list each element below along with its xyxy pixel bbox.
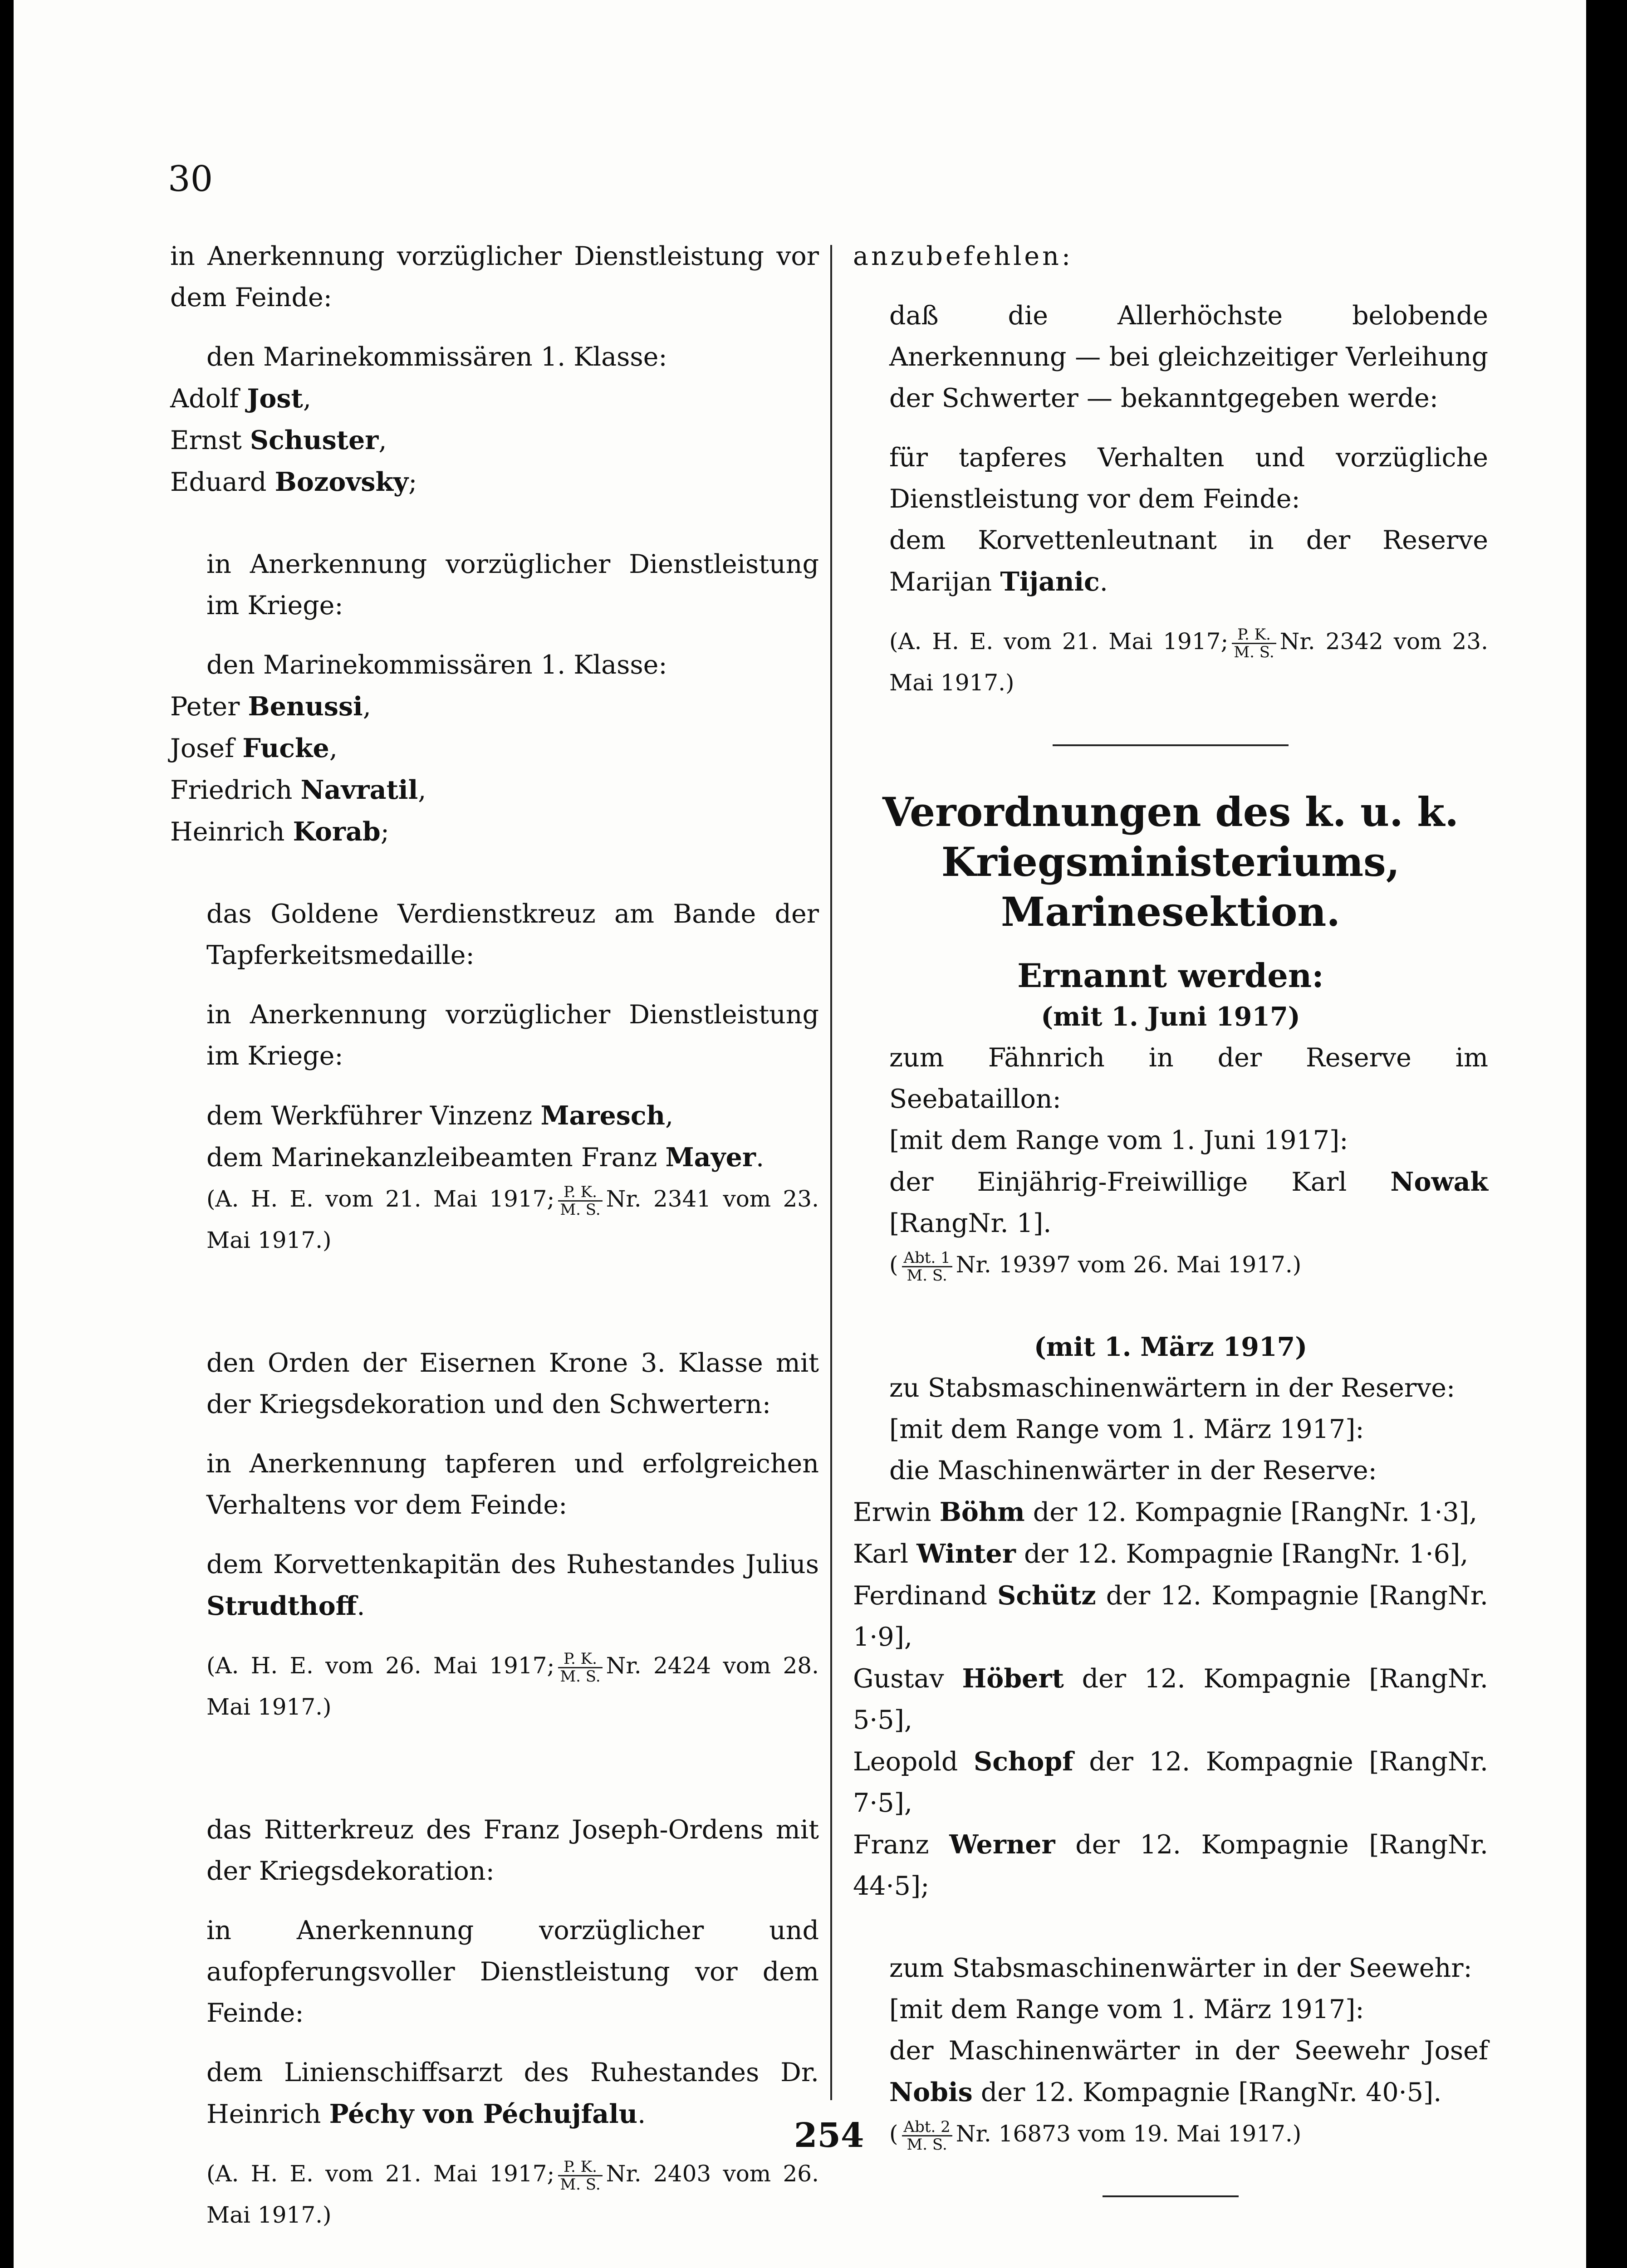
reference-line: (A. H. E. vom 21. Mai 1917; $\frac{P. K.}{M. S.}$ Nr. 2342 vom 23. Mai 1917.)	[889, 625, 1488, 696]
name-line: Ernst Schuster,	[170, 425, 387, 455]
reference-line: ( $\frac{\text{Abt. 1}}{M. S.}$ Nr. 19397 vom 26. Mai 1917.)	[889, 1248, 1302, 1285]
paragraph: in Anerkennung tapferen und erfolgreichen Verhaltens vor dem Feinde:	[206, 1449, 819, 1520]
section-rule	[1103, 2195, 1239, 2197]
paragraph: den Marinekommissären 1. Klasse:	[206, 650, 667, 680]
page-number-top: 30	[168, 159, 213, 200]
list-item: Ferdinand Schütz der 12. Kompagnie [RangNr. 1·9],	[853, 1580, 1488, 1652]
column-divider	[830, 245, 832, 2100]
reference-line: (A. H. E. vom 21. Mai 1917; $\frac{P. K.}{M. S.}$ Nr. 2403 vom 26. Mai 1917.)	[206, 2157, 819, 2228]
name-line: Eduard Bozovsky;	[170, 467, 417, 497]
paragraph: das Ritterkreuz des Franz Joseph-Ordens mit der Kriegsdekoration:	[206, 1815, 819, 1886]
name-line: dem Korvettenkapitän des Ruhestandes Julius Strudthoff.	[206, 1549, 819, 1621]
list-item: Karl Winter der 12. Kompagnie [RangNr. 1·6],	[853, 1539, 1469, 1569]
paragraph: für tapferes Verhalten und vorzügliche Dienstleistung vor dem Feinde:	[889, 443, 1488, 514]
name-line: dem Marinekanzleibeamten Franz Mayer.	[206, 1142, 764, 1173]
reference-line: (A. H. E. vom 26. Mai 1917; $\frac{P. K.}{M. S.}$ Nr. 2424 vom 28. Mai 1917.)	[206, 1649, 819, 1720]
paragraph: in Anerkennung vorzüglicher und aufopferungsvoller Dienstleistung vor dem Feinde:	[206, 1916, 819, 2028]
rang-line: [mit dem Range vom 1. Juni 1917]:	[889, 1125, 1348, 1155]
list-item: Leopold Schopf der 12. Kompagnie [RangNr. 7·5],	[853, 1746, 1488, 1818]
date-line: (mit 1. März 1917)	[1034, 1332, 1308, 1362]
rank-line: zum Stabsmaschinenwärter in der Seewehr:	[889, 1953, 1472, 1983]
scan-edge	[1586, 0, 1618, 2268]
paragraph: das Goldene Verdienstkreuz am Bande der Tapferkeitsmedaille:	[206, 899, 819, 970]
name-line: Heinrich Korab;	[170, 816, 389, 847]
name-line: dem Werkführer Vinzenz Maresch,	[206, 1100, 674, 1131]
paragraph: in Anerkennung vorzüglicher Dienstleistung vor dem Feinde:	[170, 241, 819, 313]
document-page	[14, 0, 1618, 2268]
name-line: Peter Benussi,	[170, 691, 371, 722]
list-item: Gustav Höbert der 12. Kompagnie [RangNr. 5·5],	[853, 1663, 1489, 1735]
reference-line: ( $\frac{\text{Abt. 2}}{M. S.}$ Nr. 16873 vom 19. Mai 1917.)	[889, 2117, 1302, 2154]
fraction: $\frac{P. K.}{M. S.}$	[558, 2159, 602, 2193]
fraction: $\frac{\text{Abt. 1}}{M. S.}$	[902, 1250, 952, 1284]
paragraph: anzubefehlen:	[853, 241, 1073, 271]
name-line: dem Korvettenleutnant in der Reserve Marijan Tijanic.	[889, 525, 1488, 597]
name-line: dem Linienschiffsarzt des Ruhestandes Dr. Heinrich Péchy von Péchujfalu.	[206, 2058, 819, 2129]
list-item: Erwin Böhm der 12. Kompagnie [RangNr. 1·3],	[853, 1497, 1478, 1527]
list-item: Franz Werner der 12. Kompagnie [RangNr. 44·5];	[853, 1829, 1488, 1901]
paragraph: in Anerkennung vorzüglicher Dienstleistung im Kriege:	[206, 549, 819, 621]
name-line: Friedrich Navratil,	[170, 775, 426, 805]
rank-line: zu Stabsmaschinenwärtern in der Reserve:	[889, 1373, 1455, 1403]
date-line: (mit 1. Juni 1917)	[1041, 1002, 1300, 1032]
name-line: der Maschinenwärter in der Seewehr Josef Nobis der 12. Kompagnie [RangNr. 40·5].	[889, 2036, 1488, 2107]
paragraph: den Marinekommissären 1. Klasse:	[206, 342, 667, 372]
name-line: Josef Fucke,	[170, 733, 338, 763]
rang-line: [mit dem Range vom 1. März 1917]:	[889, 1414, 1364, 1444]
fraction: $\frac{P. K.}{M. S.}$	[1232, 626, 1276, 660]
name-line: der Einjährig-Freiwillige Karl Nowak [RangNr. 1].	[889, 1167, 1488, 1238]
rang-line: [mit dem Range vom 1. März 1917]:	[889, 1994, 1364, 2024]
fraction: $\frac{\text{Abt. 2}}{M. S.}$	[902, 2119, 952, 2153]
section-heading: Verordnungen des k. u. k. Kriegsministeriums, Marinesektion.	[882, 788, 1459, 935]
right-column	[853, 236, 1488, 2197]
name-line: Adolf Jost,	[170, 383, 311, 414]
page-number-bottom: 254	[794, 2116, 864, 2155]
subheading: Ernannt werden:	[1017, 956, 1324, 995]
fraction: $\frac{P. K.}{M. S.}$	[558, 1651, 602, 1685]
paragraph: daß die Allerhöchste belobende Anerkennung — bei gleichzeitiger Verleihung der Schwerter — bekanntgegeben werde:	[889, 301, 1488, 413]
paragraph: den Orden der Eisernen Krone 3. Klasse mit der Kriegsdekoration und den Schwertern:	[206, 1348, 819, 1419]
rank-line: zum Fähnrich in der Reserve im Seebataillon:	[889, 1043, 1488, 1114]
left-column	[170, 236, 819, 2236]
list-intro: die Maschinenwärter in der Reserve:	[889, 1456, 1377, 1486]
paragraph: in Anerkennung vorzüglicher Dienstleistung im Kriege:	[206, 1000, 819, 1071]
reference-line: (A. H. E. vom 21. Mai 1917; $\frac{P. K.}{M. S.}$ Nr. 2341 vom 23. Mai 1917.)	[206, 1183, 819, 1253]
fraction: $\frac{P. K.}{M. S.}$	[558, 1184, 602, 1218]
